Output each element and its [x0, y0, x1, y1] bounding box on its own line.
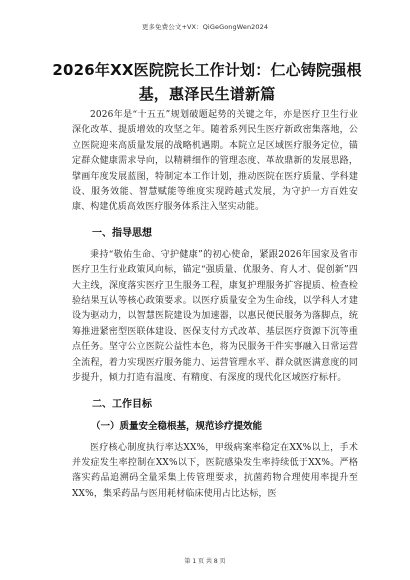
- quality-paragraph: 医疗核心制度执行率达XX%，甲级病案率稳定在XX%以上，手术并发症发生率控制在XX%以下，医院感染发生率持续低于XX%。严格落实药品追溯码全量采集上传管理要求，抗菌药物合理使用率提升至XX%，集采药品与医用耗材临床使用占比达标，医: [72, 442, 358, 499]
- intro-paragraph: 2026年是“十五五”规划破题起势的关键之年，亦是医疗卫生行业深化改革、提质增效的攻坚之年。随着系列民生医疗新政密集落地，公立医院迎来高质量发展的战略机遇期。本院立足区域医疗服务定位，锚定群众健康需求导向，以精耕细作的管理态度、革故鼎新的发展思路，擘画年度发展蓝图，特制定本工作计划，推动医院在医疗质量、学科建设、服务效能、智慧赋能等维度实现跨越式发展，为守护一方百姓安康、构建优质高效医疗服务体系注入坚实动能。: [72, 110, 358, 213]
- section-heading-guiding-thought: 一、指导思想: [92, 227, 152, 239]
- document-title: 2026年XX医院院长工作计划：仁心铸院强根基，惠泽民生谱新篇: [52, 61, 362, 103]
- section-heading-work-goals: 二、工作目标: [92, 398, 152, 410]
- spacer: [72, 216, 358, 226]
- document-body: [72, 108, 358, 502]
- page-footer: 第 1 页 共 8 页: [184, 558, 226, 565]
- spacer: [72, 387, 358, 397]
- subsection-heading-goal-1: （一）质量安全稳根基，规范诊疗提效能: [91, 420, 263, 432]
- guiding-thought-paragraph: 秉持“敬佑生命、守护健康”的初心使命，紧跟2026年国家及省市医疗卫生行业政策风向标，锚定“强质量、优服务、育人才、促创新”四大主线，深度落实医疗卫生服务工程，康复护理服务扩容提质、检查检验结果互认等核心政策要求。以医疗质量安全为生命线，以学科人才建设为驱动力，以智慧医院建设为加速器，以惠民便民服务为落脚点，统筹推进紧密型医联体建设、医保支付方式改革、基层医疗资源下沉等重点任务。坚守公立医院公益性本色，将为民服务干件实事融入日常运营全流程，着力实现医疗服务能力、运营管理水平、群众就医满意度的同步提升，倾力打造有温度、有精度、有深度的现代化区域医疗标杆。: [72, 249, 358, 384]
- header-note: 更多免费公文+VX：QiGeGongWen2024: [141, 23, 269, 31]
